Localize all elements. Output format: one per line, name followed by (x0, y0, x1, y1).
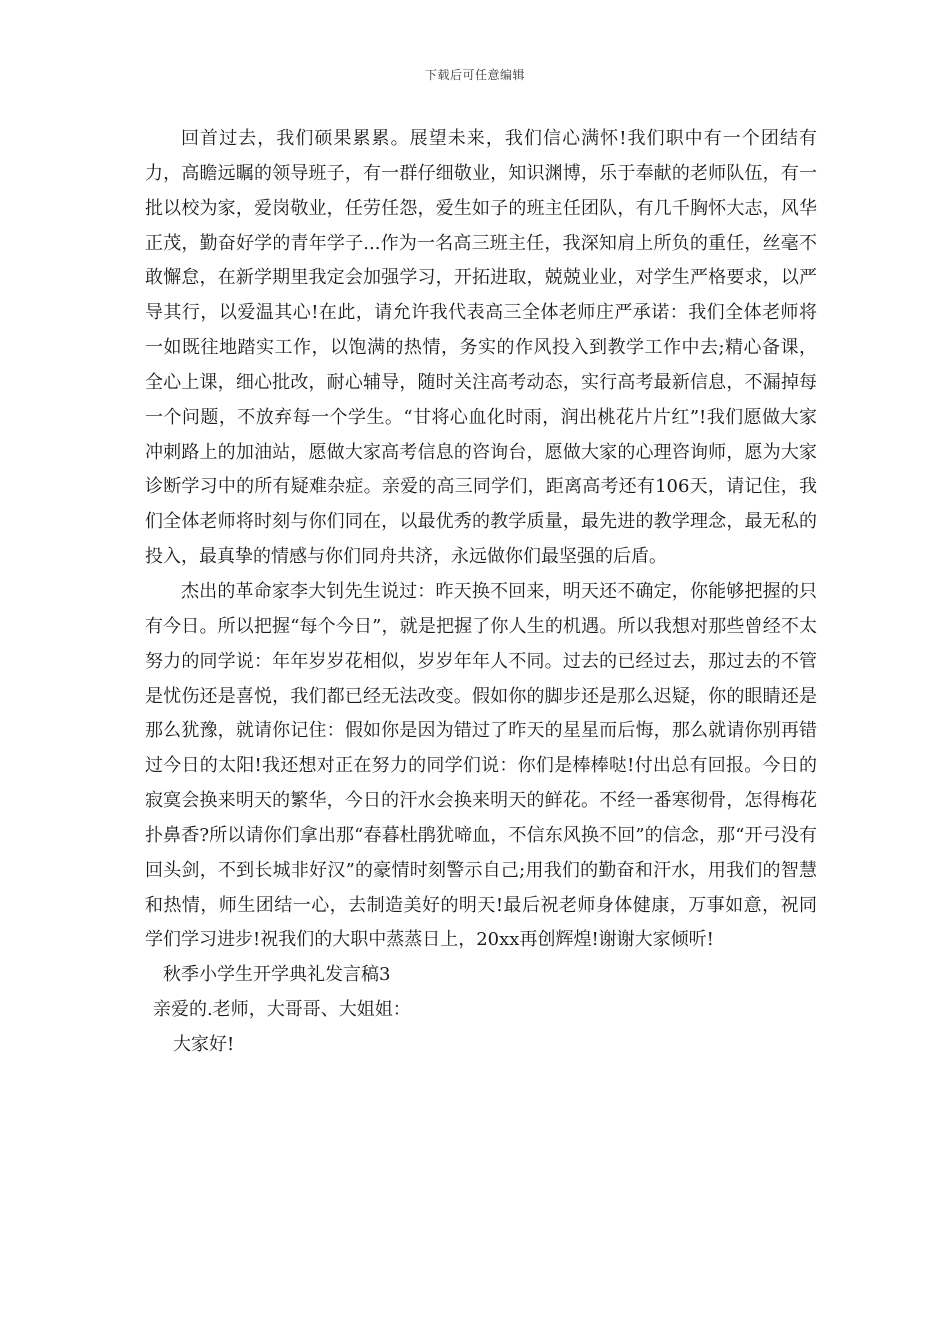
paragraph-encouragement: 杰出的革命家李大钊先生说过：昨天换不回来，明天还不确定，你能够把握的只有今日。所以把握“每个今日”，就是把握了你人生的机遇。所以我想对那些曾经不太努力的同学说：年年岁岁花相似，岁岁年年人不同。过去的已经过去，那过去的不管是忧伤还是喜悦，我们都已经无法改变。假如你的脚步还是那么迟疑，你的眼睛还是那么犹豫，就请你记住：假如你是因为错过了昨天的星星而后悔，那么就请你别再错过今日的太阳!我还想对正在努力的同学们说：你们是棒棒哒!付出总有回报。今日的寂寞会换来明天的繁华，今日的汗水会换来明天的鲜花。不经一番寒彻骨，怎得梅花扑鼻香?所以请你们拿出那“春暮杜鹃犹啼血，不信东风换不回”的信念，那“开弓没有回头剑，不到长城非好汉”的豪情时刻警示自己;用我们的勤奋和汗水，用我们的智慧和热情，师生团结一心，去制造美好的明天!最后祝老师身体健康，万事如意，祝同学们学习进步!祝我们的大职中蒸蒸日上，20xx再创辉煌!谢谢大家倾听! (145, 580, 817, 951)
section-title: 秋季小学生开学典礼发言稿3 (163, 964, 391, 986)
salutation: 亲爱的.老师，大哥哥、大姐姐： (153, 999, 411, 1021)
paragraph-commitment: 回首过去，我们硕果累累。展望未来，我们信心满怀!我们职中有一个团结有力，高瞻远瞩的领导班子，有一群仔细敬业，知识渊博，乐于奉献的老师队伍，有一批以校为家，爱岗敬业，任劳任怨，爱生如子的班主任团队，有几千胸怀大志，风华正茂，勤奋好学的青年学子...作为一名高三班主任，我深知肩上所负的重任，丝毫不敢懈怠，在新学期里我定会加强学习，开拓进取，兢兢业业，对学生严格要求，以严导其行，以爱温其心!在此，请允许我代表高三全体老师庄严承诺：我们全体老师将一如既往地踏实工作，以饱满的热情，务实的作风投入到教学工作中去;精心备课，全心上课，细心批改，耐心辅导，随时关注高考动态，实行高考最新信息，不漏掉每一个问题，不放弃每一个学生。“甘将心血化时雨，润出桃花片片红”!我们愿做大家冲刺路上的加油站，愿做大家高考信息的咨询台，愿做大家的心理咨询师，愿为大家诊断学习中的所有疑难杂症。亲爱的高三同学们，距离高考还有106天，请记住，我们全体老师将时刻与你们同在，以最优秀的教学质量，最先进的教学理念，最无私的投入，最真挚的情感与你们同舟共济，永远做你们最坚强的后盾。 (145, 128, 817, 568)
page-header: 下载后可任意编辑 (424, 68, 525, 82)
greeting: 大家好! (173, 1033, 235, 1055)
document-body (145, 122, 817, 1063)
